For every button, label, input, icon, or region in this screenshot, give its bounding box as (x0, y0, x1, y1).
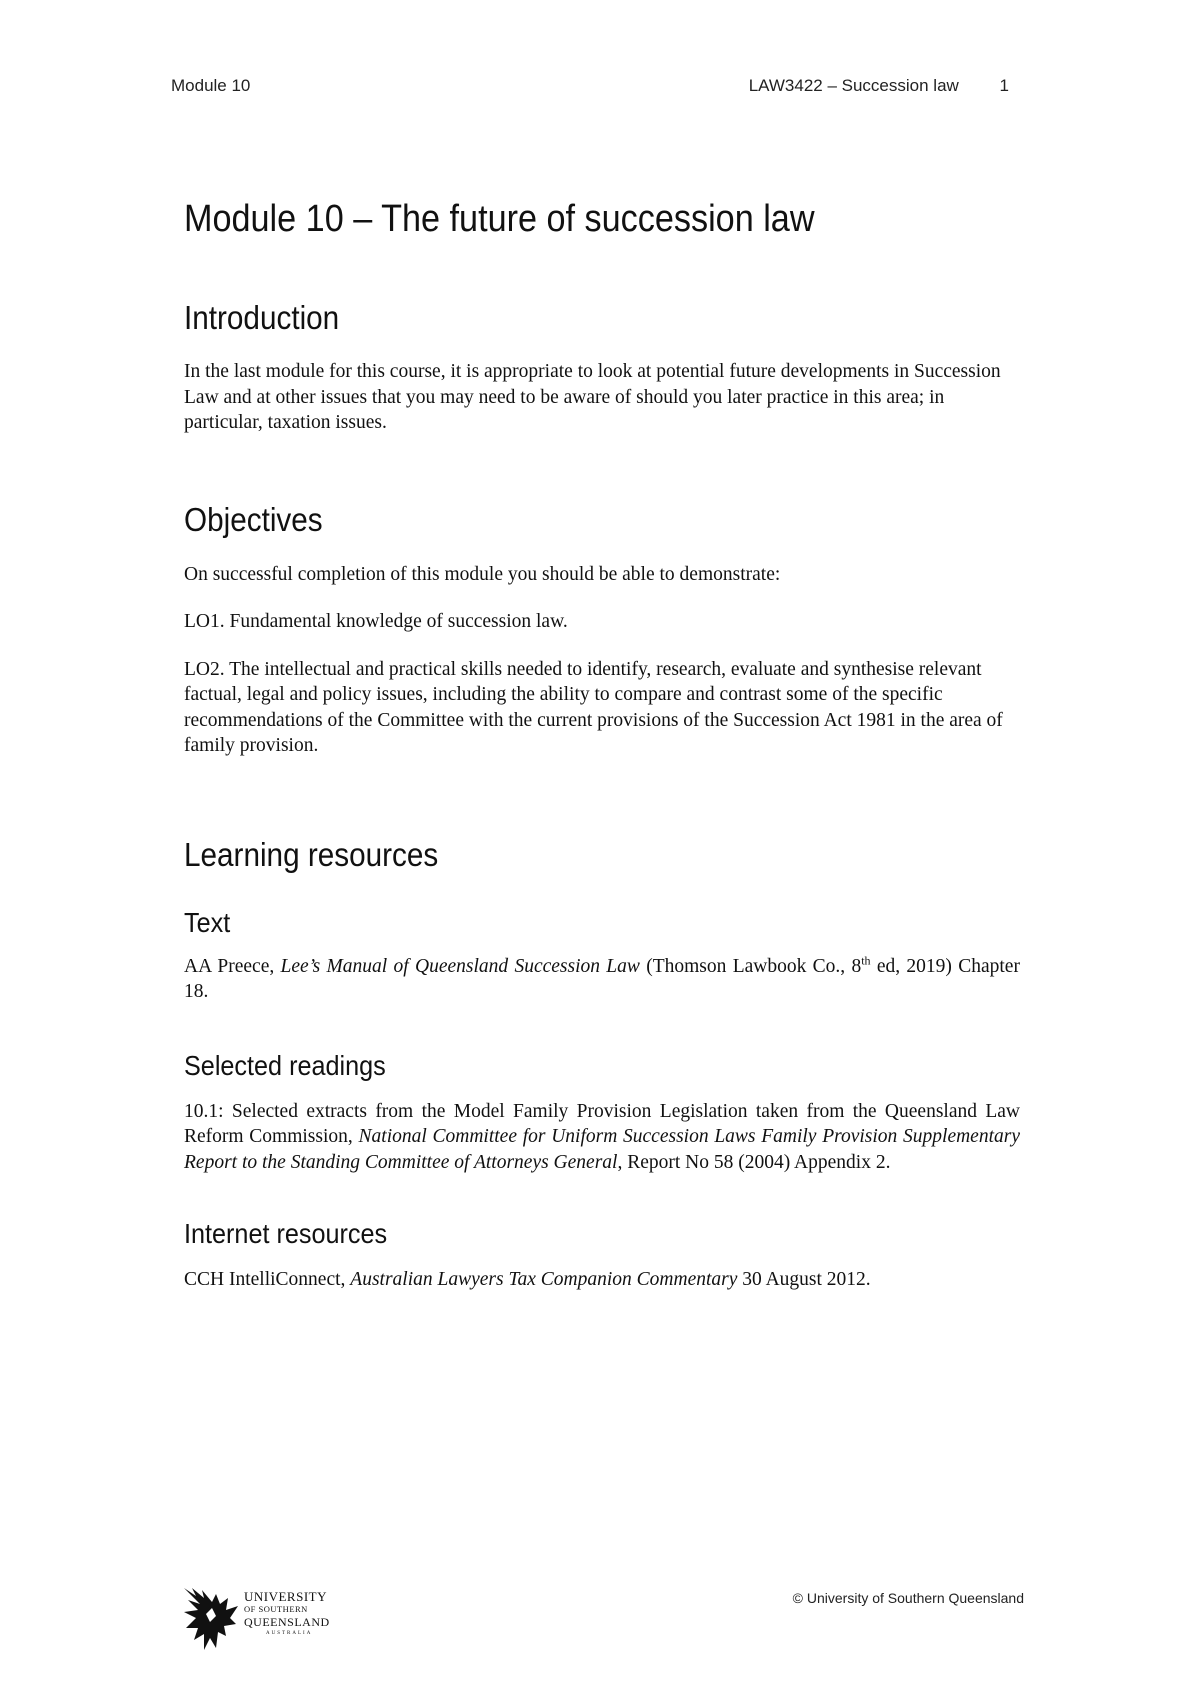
logo-line-queensland: QUEENSLAND (244, 1614, 330, 1629)
logo-line-australia: AUSTRALIA (266, 1630, 313, 1636)
introduction-heading: Introduction (184, 299, 340, 336)
text-citation (184, 954, 1020, 1005)
selected-readings-citation (184, 1099, 1020, 1176)
text-subheading: Text (184, 906, 231, 938)
objectives-intro: On successful completion of this module you should be able to demonstrate: (184, 563, 781, 585)
logo-line-of-southern: OF SOUTHERN (244, 1604, 308, 1614)
text-citation-edition-superscript: th (861, 953, 871, 967)
usq-logo (182, 1584, 352, 1656)
usq-logo-wordmark (244, 1590, 330, 1636)
text-citation-publisher: (Thomson Lawbook Co., 8 (639, 955, 862, 977)
text-citation-author: AA Preece, (184, 955, 281, 977)
selected-readings-prefix: 10.1: Selected extracts from the Model Family Provision Legislation taken from the Queensland Law Reform Commission, (184, 1100, 1020, 1147)
page-title: Module 10 – The future of succession law (184, 198, 815, 240)
selected-readings-subheading: Selected readings (184, 1049, 386, 1081)
header-course-and-page (749, 76, 1009, 96)
internet-resources-suffix: 30 August 2012. (737, 1269, 871, 1290)
selected-readings-title: National Committee for Uniform Succession Laws Family Provision Supplementary Report to the Standing Committee of Attorneys General (184, 1126, 1021, 1173)
copyright-notice: © University of Southern Queensland (792, 1590, 1024, 1606)
header-page-number: 1 (999, 76, 1009, 95)
introduction-paragraph: In the last module for this course, it is appropriate to look at potential future developments in Succession Law and at other issues that you may need to be aware of should you later practice in this area; in particular, taxation issues. (184, 361, 1001, 433)
header-module-label: Module 10 (171, 76, 251, 95)
selected-readings-suffix: , Report No 58 (2004) Appendix 2. (617, 1151, 891, 1173)
objective-lo2: LO2. The intellectual and practical skills needed to identify, research, evaluate and synthesise relevant factual, legal and policy issues, including the ability to compare and contrast some of the specific recommendations of the Committee with the current provisions of the Succession Act 1981 in the area of family provision. (184, 658, 1003, 756)
usq-phoenix-icon (182, 1584, 242, 1656)
header-course-label: LAW3422 – Succession law (748, 76, 959, 95)
text-citation-title: Lee’s Manual of Queensland Succession Law (280, 955, 640, 977)
running-header (171, 76, 1009, 100)
objectives-heading: Objectives (184, 500, 323, 538)
internet-resources-prefix: CCH IntelliConnect, (184, 1269, 351, 1290)
internet-resources-citation (184, 1267, 1020, 1293)
document-body (184, 196, 1020, 1293)
learning-resources-heading: Learning resources (184, 835, 439, 873)
internet-resources-subheading: Internet resources (184, 1218, 388, 1249)
logo-line-university: UNIVERSITY (244, 1589, 327, 1604)
internet-resources-title: Australian Lawyers Tax Companion Commentary (350, 1269, 738, 1290)
text-citation-rest: ed, 2019) Chapter 18. (184, 955, 1020, 1002)
objective-lo1: LO1. Fundamental knowledge of succession law. (184, 611, 568, 632)
